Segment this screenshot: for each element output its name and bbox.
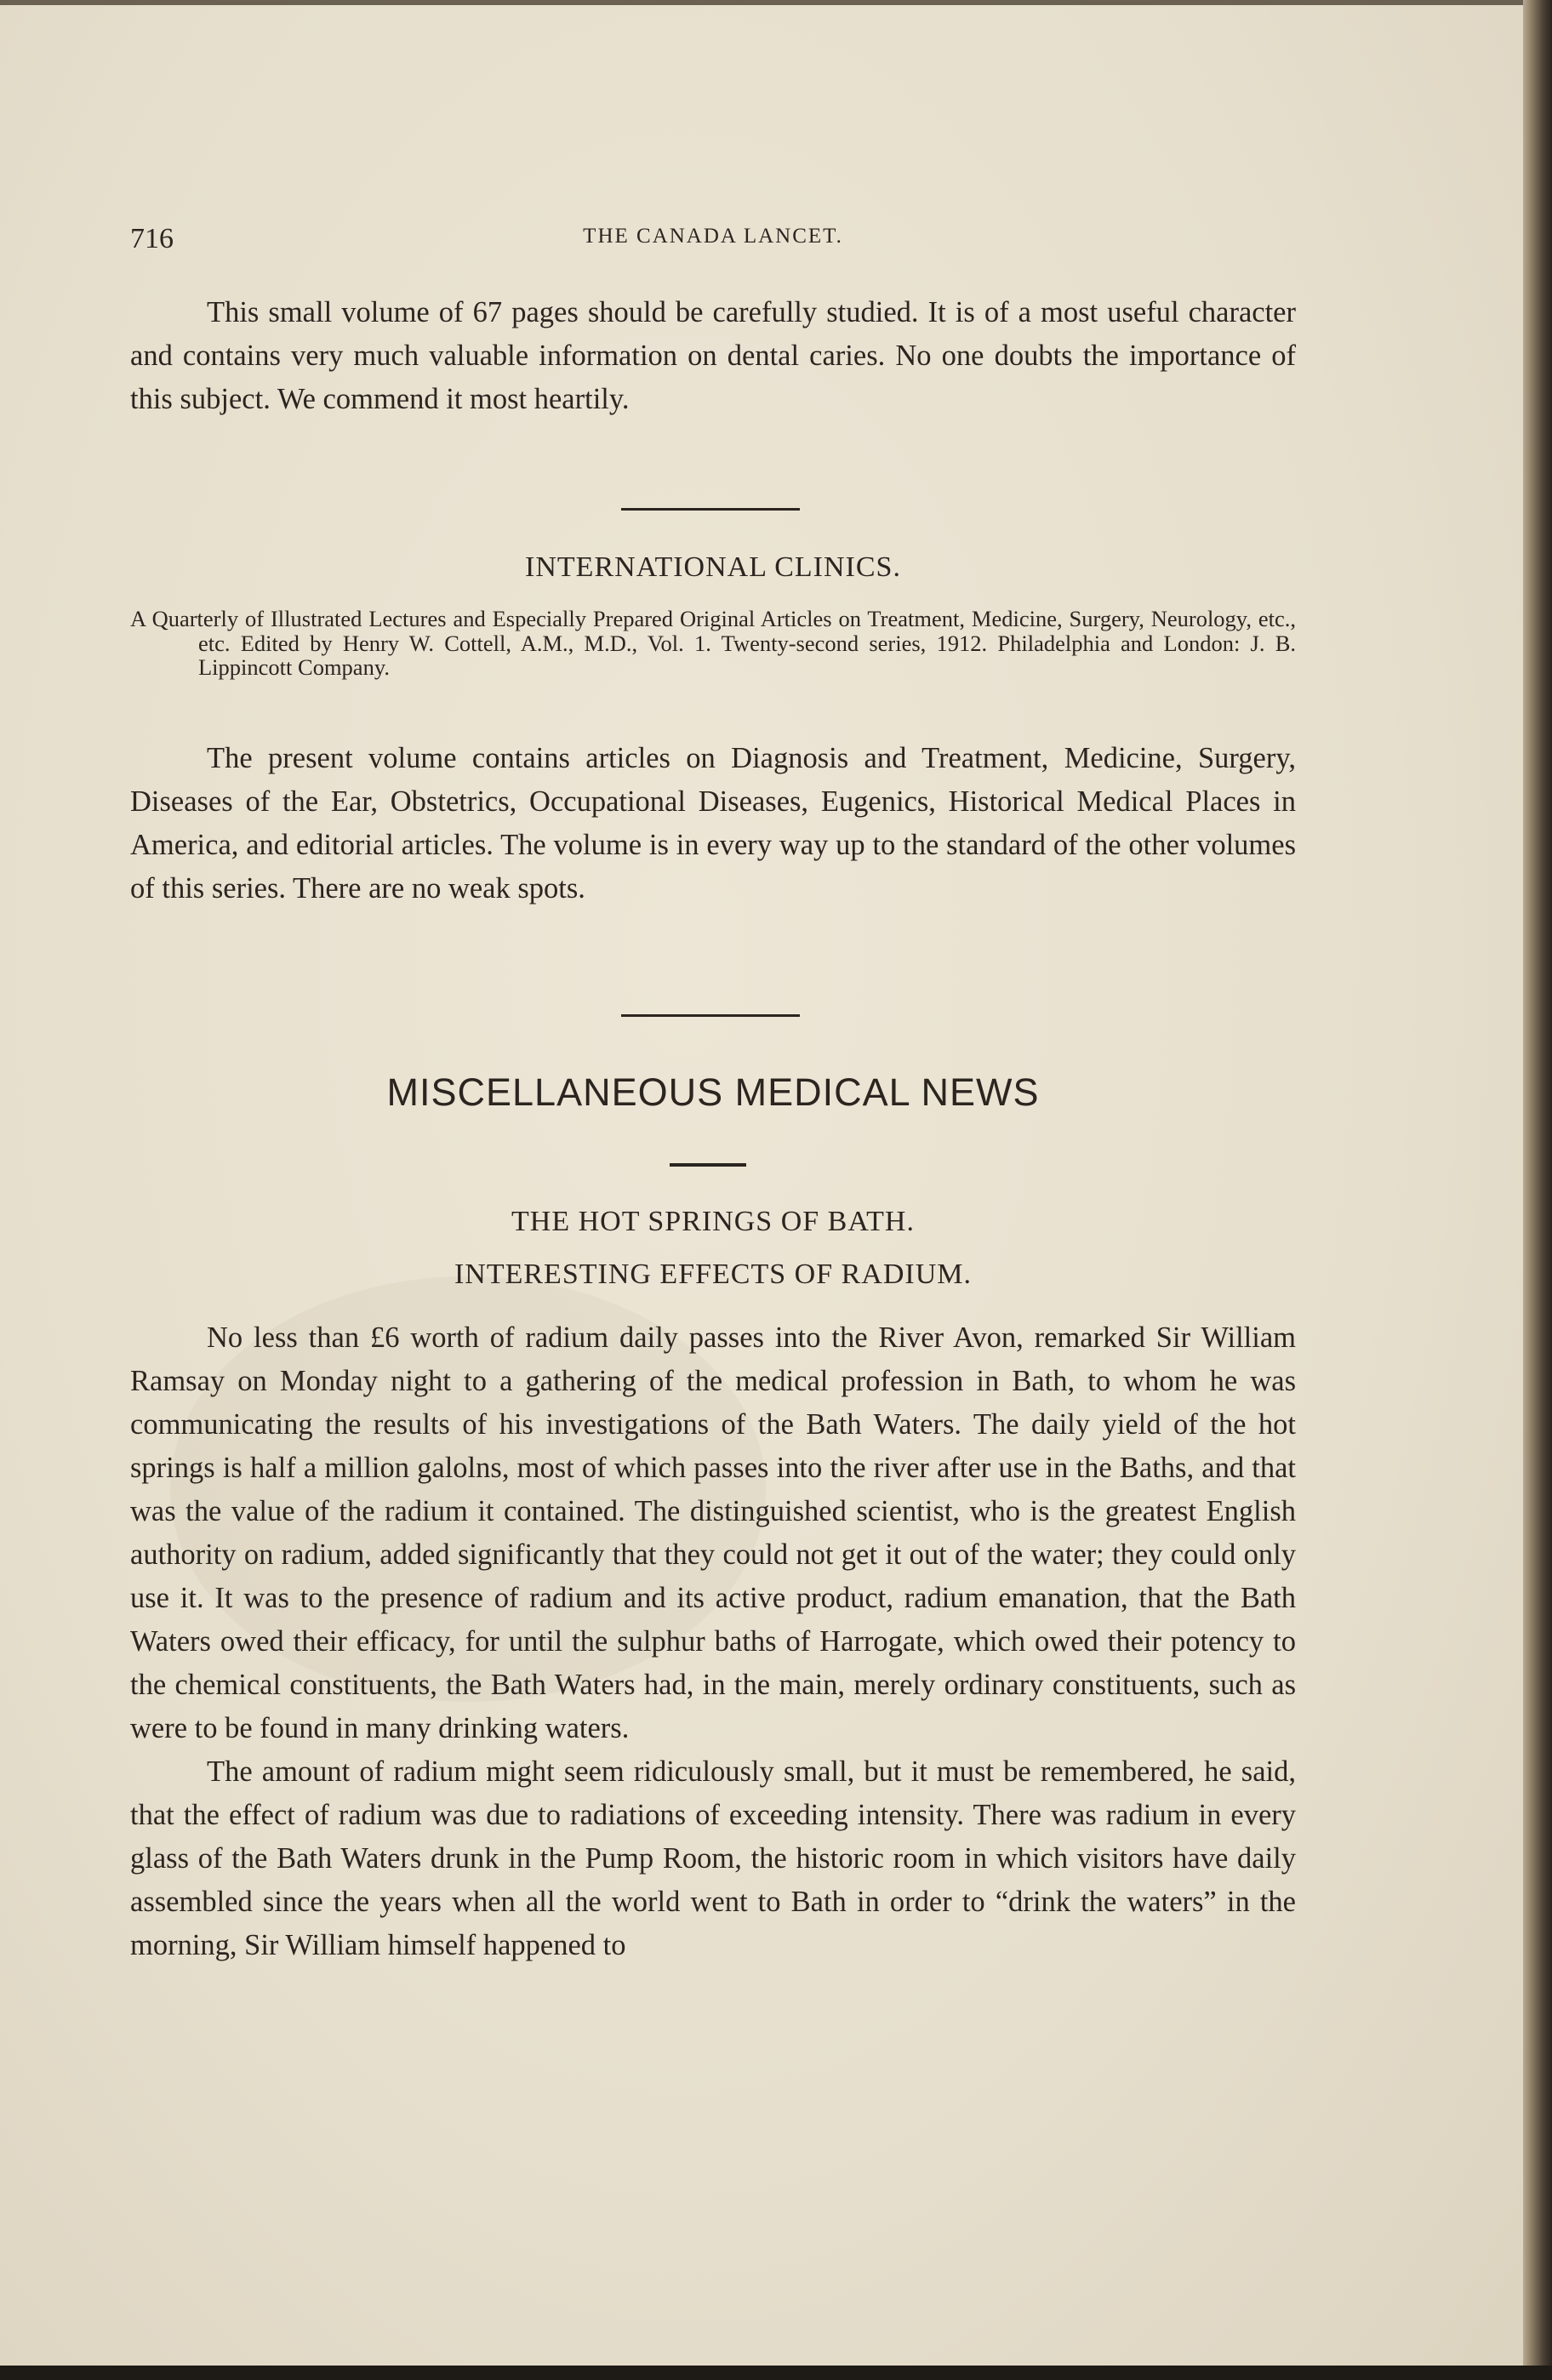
section-divider <box>621 1014 800 1017</box>
review-conclusion <box>130 291 1296 421</box>
clinics-heading: INTERNATIONAL CLINICS. <box>525 551 901 583</box>
article-subtitle: INTERESTING EFFECTS OF RADIUM. <box>454 1258 973 1290</box>
clinics-paragraph: The present volume contains articles on Diagnosis and Treatment, Medicine, Surgery, Diseases of the Ear, Obstetrics, Occupational Diseases, Eugenics, Historical Medical Places in America, and editorial articles. The volume is in every way up to the standard of the other volumes of this series. There are no weak spots. <box>130 742 1296 905</box>
ornament-rule <box>670 1163 746 1167</box>
page-top-edge <box>0 0 1523 5</box>
news-section-title: MISCELLANEOUS MEDICAL NEWS <box>386 1070 1040 1114</box>
journal-title: THE CANADA LANCET. <box>583 225 843 248</box>
news-section-title-block <box>130 1070 1296 1115</box>
page-number: 716 <box>130 223 174 254</box>
article-paragraph-2: The amount of radium might seem ridiculously small, but it must be remembered, he said, that the effect of radium was due to radiations of exceeding intensity. There was radium in every glass of the Bath Waters drunk in the Pump Room, the historic room in which visitors have daily assembled since the years when all the world went to Bath in order to “drink the waters” in the morning, Sir William himself happened to <box>130 1755 1296 1961</box>
clinics-section <box>130 551 1296 584</box>
article-paragraph-1: No less than £6 worth of radium daily passes into the River Avon, remarked Sir William Ramsay on Monday night to a gathering of the medical profession in Bath, to whom he was communicating the results of his investigations of the Bath Waters. The daily yield of the hot springs is half a million galolns, most of which passes into the river after use in the Baths, and that was the value of the radium it contained. The distinguished scientist, who is the greatest English authority on radium, added significantly that they could not get it out of the water; they could only use it. It was to the presence of radium and its active product, radium emanation, that the Bath Waters owed their efficacy, for until the sulphur baths of Harrogate, which owed their potency to the chemical constituents, the Bath Waters had, in the main, merely ordinary constituents, such as were to be found in many drinking waters. <box>130 1321 1296 1744</box>
section-divider <box>621 508 800 511</box>
running-head <box>130 223 1296 257</box>
article-body <box>130 1316 1296 1967</box>
page-binding-edge <box>1523 0 1552 2380</box>
clinics-book-reference: A Quarterly of Illustrated Lectures and Especially Prepared Original Articles on Treatment, Medicine, Surgery, Neurology, etc., etc. Edited by Henry W. Cottell, A.M., M.D., Vol. 1. Twenty-second series, 1912. Philadelphia and London: J. B. Lippincott Company. <box>130 606 1296 680</box>
clinics-book-reference-block <box>130 607 1296 680</box>
clinics-review <box>130 737 1296 910</box>
scan-bottom-edge <box>0 2366 1552 2380</box>
review-closing-paragraph: This small volume of 67 pages should be carefully studied. It is of a most useful character and contains very much valuable information on dental caries. No one doubts the importance of this subject. We commend it most heartily. <box>130 296 1296 415</box>
article-title: THE HOT SPRINGS OF BATH. <box>511 1206 915 1237</box>
article-headings <box>130 1196 1296 1301</box>
